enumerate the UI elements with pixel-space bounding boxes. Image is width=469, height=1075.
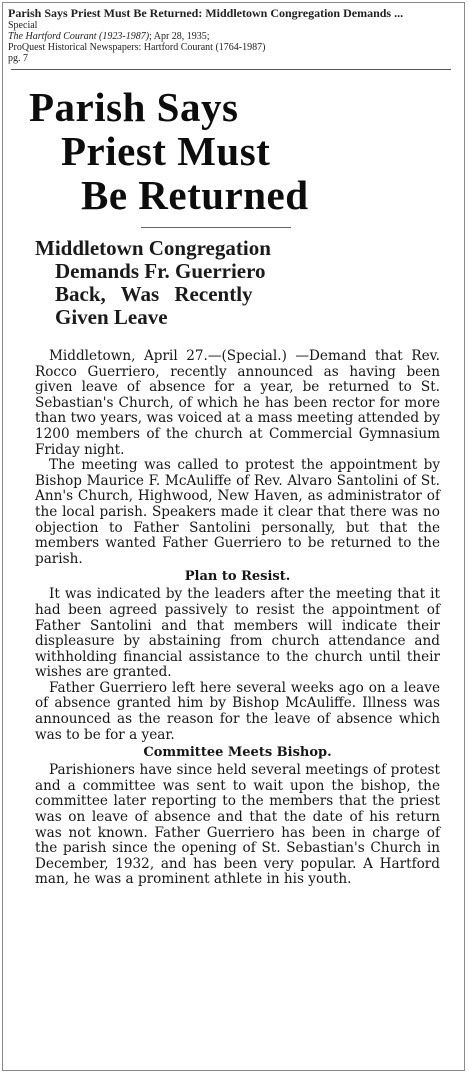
subhead-committee-meets-bishop: Committee Meets Bishop. xyxy=(143,745,332,761)
citation-title[interactable]: Parish Says Priest Must Be Returned: Middletown Congregation Demands ... xyxy=(8,7,404,20)
top-rule xyxy=(11,69,451,70)
article-headline xyxy=(23,85,443,217)
citation-header xyxy=(8,7,465,64)
citation-byline: Special xyxy=(8,20,38,31)
newspaper-clipping xyxy=(11,69,461,1069)
deck-line-2: Demands Fr. Guerriero xyxy=(55,259,266,283)
paragraph: Father Guerriero left here several weeks ago on a leave of absence granted him by Bishop McAuliffe. Illness was announced as the reason for the leave of absence which was to be for a year. xyxy=(35,679,440,743)
publication-name: The Hartford Courant (1923-1987) xyxy=(8,31,150,42)
paragraph: It was indicated by the leaders after the meeting that it had been agreed passively to resist the appointment of Father Santolini and that members will indicate their displeasure by abstaining from church attendance and withholding financial assistance to the church until their wishes are granted. xyxy=(35,586,440,681)
article-deck xyxy=(35,237,445,329)
publication-date: ; Apr 28, 1935; xyxy=(149,31,210,42)
subhead-plan-to-resist: Plan to Resist. xyxy=(184,569,291,585)
paragraph: Parishioners have since held several meetings of protest and a committee was sent to wait upon the bishop, the committee later reporting to the members that the priest was on leave of absence and that the date of his return was not known. Father Guerriero has been in charge of the parish since the opening of St. Sebastian's Church in December, 1932, and has been very popular. A Hartford man, he was a prominent athlete in his youth. xyxy=(35,762,440,888)
deck-line-1: Middletown Congregation xyxy=(35,236,271,260)
paragraph: The meeting was called to protest the appointment by Bishop Maurice F. McAuliffe of Rev. Alvaro Santolini of St. Ann's Church, Highwood, New Haven, as administrator of the local parish. Speakers made it clear that there was no objection to Father Santolini personally, but that the members wanted Father Guerriero to be returned to the parish. xyxy=(35,457,440,567)
citation-publication xyxy=(8,31,465,42)
citation-page: pg. 7 xyxy=(8,53,28,64)
deck-line-3: Back, Was Recently xyxy=(55,282,253,306)
page-frame xyxy=(2,2,465,1071)
article-body xyxy=(35,349,440,888)
citation-source: ProQuest Historical Newspapers: Hartford Courant (1764-1987) xyxy=(8,42,266,53)
headline-divider xyxy=(141,227,291,228)
headline-line-2: Priest Must xyxy=(61,128,271,174)
headline-line-3: Be Returned xyxy=(81,172,309,218)
deck-line-4: Given Leave xyxy=(55,305,168,329)
paragraph: Middletown, April 27.—(Special.) —Demand that Rev. Rocco Guerriero, recently announced as having been given leave of absence for a year, be returned to St. Sebastian's Church, of which he has been rector for more than two years, was voiced at a mass meeting attended by 1200 members of the church at Commercial Gymnasium Friday night. xyxy=(35,348,440,458)
headline-line-1: Parish Says xyxy=(29,84,239,130)
